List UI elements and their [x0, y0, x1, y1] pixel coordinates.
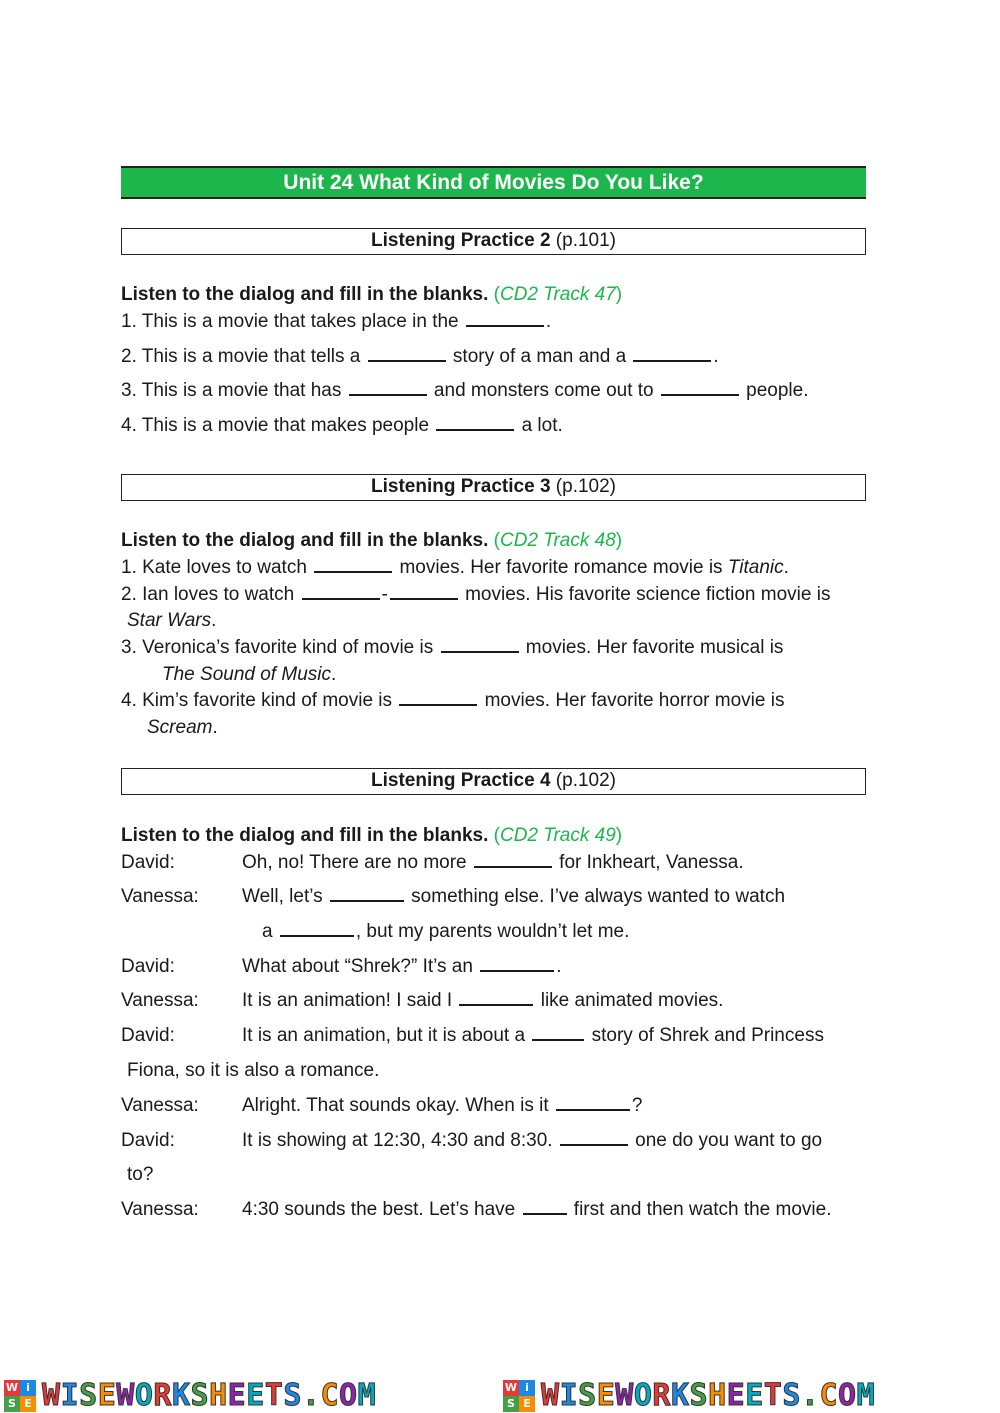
track-label: (CD2 Track 48): [493, 530, 623, 551]
question-text: 2. This is a movie that tells a: [121, 346, 366, 367]
dialog-line: [121, 1199, 831, 1221]
dialog-text: It is an animation! I said I: [242, 990, 458, 1011]
question-line: [121, 637, 783, 659]
blank[interactable]: [368, 346, 446, 362]
question-text: 3. This is a movie that has: [121, 380, 347, 401]
question-text: movies. Her favorite horror movie is: [479, 690, 785, 711]
instruction: [121, 825, 622, 847]
track-text: CD2 Track 47: [499, 284, 616, 305]
section-heading: Listening Practice 3: [371, 476, 551, 497]
dialog-text: Fiona, so it is also a romance.: [127, 1060, 380, 1081]
dialog-text: first and then watch the movie.: [568, 1199, 832, 1220]
blank[interactable]: [633, 346, 711, 362]
instruction-text: Listen to the dialog and fill in the blanks.: [121, 284, 489, 305]
movie-title: Scream: [147, 717, 213, 738]
blank[interactable]: [399, 690, 477, 706]
section-header-practice-4: [121, 768, 866, 795]
blank[interactable]: [349, 380, 427, 396]
logo-text: WISEWORKSHEETS.COM: [541, 1378, 876, 1413]
question-text: 4. Kim’s favorite kind of movie is: [121, 690, 398, 711]
instruction-text: Listen to the dialog and fill in the blanks.: [121, 825, 489, 846]
question-text: .: [713, 346, 719, 367]
question-text: movies. His favorite science fiction movie is: [459, 584, 831, 605]
badge-letter: E: [20, 1396, 36, 1412]
dialog-text: , but my parents wouldn’t let me.: [355, 921, 630, 942]
instruction: [121, 284, 622, 306]
speaker: Vanessa:: [121, 1199, 199, 1220]
dialog-text: What about “Shrek?” It’s an: [242, 956, 479, 977]
blank[interactable]: [523, 1199, 567, 1215]
question-line: [121, 690, 784, 712]
speaker: Vanessa:: [121, 1095, 199, 1116]
wiseworksheets-logo: [4, 1378, 376, 1413]
hyphen: -: [381, 584, 388, 605]
question-line: [162, 664, 336, 686]
question-text: .: [330, 664, 337, 685]
section-page: (p.102): [555, 770, 616, 791]
dialog-text: It is an animation, but it is about a: [242, 1025, 531, 1046]
question-line: [121, 557, 789, 579]
question-text: 1. Kate loves to watch: [121, 557, 313, 578]
blank[interactable]: [436, 415, 514, 431]
section-page: (p.102): [555, 476, 616, 497]
badge-letter: i: [519, 1380, 535, 1396]
dialog-text: for Inkheart, Vanessa.: [553, 852, 744, 873]
badge-letter: E: [519, 1396, 535, 1412]
dialog-line: [127, 1164, 153, 1186]
movie-title: Star Wars: [127, 610, 212, 631]
movie-title: Titanic: [727, 557, 784, 578]
question-line: [121, 584, 830, 606]
blank[interactable]: [280, 921, 354, 937]
dialog-text: Alright. That sounds okay. When is it: [242, 1095, 554, 1116]
question-line: [121, 380, 809, 402]
dialog-text: a: [262, 921, 278, 942]
speaker: David:: [121, 852, 175, 873]
logo-badge-icon: [4, 1380, 36, 1412]
section-header-practice-2: [121, 228, 866, 255]
dialog-text: It is showing at 12:30, 4:30 and 8:30.: [242, 1130, 558, 1151]
question-text: 1. This is a movie that takes place in the: [121, 311, 464, 332]
dialog-line: [262, 921, 629, 943]
wiseworksheets-logo: [503, 1378, 875, 1413]
badge-letter: W: [504, 1380, 518, 1394]
dialog-line: [121, 956, 562, 978]
question-text: a lot.: [516, 415, 563, 436]
blank[interactable]: [480, 956, 554, 972]
track-label: (CD2 Track 47): [493, 284, 623, 305]
speaker: Vanessa:: [121, 990, 199, 1011]
question-line: [121, 346, 719, 368]
blank[interactable]: [390, 584, 458, 600]
question-line: [121, 311, 551, 333]
logo-text: WISEWORKSHEETS.COM: [42, 1378, 377, 1413]
blank[interactable]: [459, 990, 533, 1006]
instruction-text: Listen to the dialog and fill in the blanks.: [121, 530, 489, 551]
dialog-line: [121, 1095, 642, 1117]
blank[interactable]: [474, 852, 552, 868]
speaker: David:: [121, 1130, 175, 1151]
dialog-line: [121, 886, 785, 908]
question-text: .: [783, 557, 789, 578]
instruction: [121, 530, 622, 552]
dialog-text: to?: [127, 1164, 154, 1185]
blank[interactable]: [556, 1095, 630, 1111]
track-text: CD2 Track 48: [499, 530, 616, 551]
dialog-text: Well, let’s: [242, 886, 328, 907]
logo-badge-icon: [503, 1380, 535, 1412]
question-text: .: [212, 717, 218, 738]
section-header-practice-3: [121, 474, 866, 501]
section-heading: Listening Practice 2: [371, 230, 551, 251]
dialog-line: [121, 990, 723, 1012]
dialog-line: [121, 1130, 822, 1152]
blank[interactable]: [466, 311, 544, 327]
question-line: [121, 415, 563, 437]
movie-title: The Sound of Music: [162, 664, 331, 685]
blank[interactable]: [560, 1130, 628, 1146]
footer-watermark: [0, 1378, 1000, 1413]
blank[interactable]: [532, 1025, 584, 1041]
dialog-line: [121, 852, 744, 874]
dialog-text: something else. I’ve always wanted to watch: [405, 886, 786, 907]
question-line: [147, 717, 218, 739]
question-line: [127, 610, 216, 632]
dialog-text: Oh, no! There are no more: [242, 852, 472, 873]
badge-letter: W: [5, 1380, 19, 1394]
blank[interactable]: [661, 380, 739, 396]
badge-letter: S: [503, 1396, 519, 1412]
question-text: movies. Her favorite musical is: [520, 637, 784, 658]
badge-letter: i: [20, 1380, 36, 1396]
worksheet-title: Unit 24 What Kind of Movies Do You Like?: [121, 166, 866, 199]
dialog-text: ?: [631, 1095, 643, 1116]
speaker: Vanessa:: [121, 886, 199, 907]
question-text: 2. Ian loves to watch: [121, 584, 300, 605]
question-text: and monsters come out to: [428, 380, 659, 401]
blank[interactable]: [441, 637, 519, 653]
question-text: .: [545, 311, 552, 332]
track-label: (CD2 Track 49): [493, 825, 623, 846]
section-heading: Listening Practice 4: [371, 770, 551, 791]
question-text: 4. This is a movie that makes people: [121, 415, 435, 436]
dialog-text: one do you want to go: [629, 1130, 823, 1151]
dialog-text: .: [556, 956, 562, 977]
dialog-text: story of Shrek and Princess: [586, 1025, 824, 1046]
badge-letter: S: [4, 1396, 20, 1412]
dialog-line: [121, 1025, 824, 1047]
dialog-text: 4:30 sounds the best. Let’s have: [242, 1199, 521, 1220]
question-text: story of a man and a: [447, 346, 632, 367]
dialog-text: like animated movies.: [535, 990, 724, 1011]
dialog-line: [127, 1060, 379, 1082]
question-text: movies. Her favorite romance movie is: [394, 557, 728, 578]
speaker: David:: [121, 956, 175, 977]
section-page: (p.101): [555, 230, 616, 251]
blank[interactable]: [302, 584, 380, 600]
blank[interactable]: [314, 557, 392, 573]
question-text: .: [211, 610, 217, 631]
blank[interactable]: [330, 886, 404, 902]
question-text: 3. Veronica’s favorite kind of movie is: [121, 637, 439, 658]
track-text: CD2 Track 49: [499, 825, 616, 846]
question-text: people.: [740, 380, 809, 401]
speaker: David:: [121, 1025, 175, 1046]
